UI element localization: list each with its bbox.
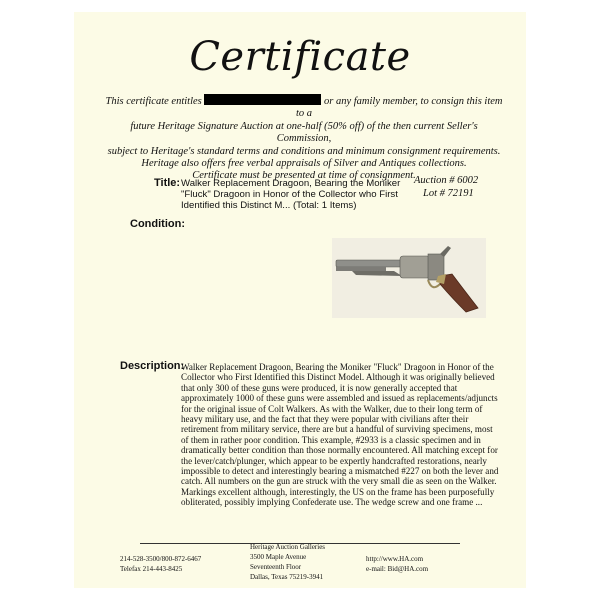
footer-floor: Seventeenth Floor [250, 563, 302, 571]
auction-value: 6002 [457, 175, 479, 186]
intro-line5: Certificate must be presented at time of consignment. [192, 170, 416, 182]
auction-label: Auction # [414, 175, 455, 186]
certificate-heading: Certificate [189, 34, 411, 80]
footer-email[interactable]: e-mail: Bid@HA.com [366, 565, 429, 573]
footer-street: 3500 Maple Avenue [250, 553, 307, 561]
lot-number [423, 188, 474, 199]
footer-telefax: Telefax 214-443-8425 [120, 565, 183, 573]
revolver-icon [332, 238, 486, 318]
intro-line2: future Heritage Signature Auction at one-half (50% off) of the then current Seller's Commission, [130, 120, 478, 145]
lot-value: 72191 [447, 188, 474, 199]
footer-phones [120, 554, 201, 574]
lot-label: Lot # [423, 188, 445, 199]
condition-label: Condition: [130, 218, 185, 230]
redacted-name [204, 94, 321, 105]
footer-city: Dallas, Texas 75219-3941 [250, 573, 324, 581]
revolver-image [332, 238, 486, 318]
footer-address [250, 542, 325, 582]
title-label: Title: [154, 177, 181, 189]
intro-line4: Heritage also offers free verbal appraisals of Silver and Antiques collections. [141, 158, 467, 170]
certificate-page [74, 12, 526, 588]
auction-number [414, 175, 478, 186]
item-title: Walker Replacement Dragoon, Bearing the Moniker "Fluck" Dragoon in Honor of the Collector who First Identified this Distinct M... (Total: 1 Items) [181, 178, 401, 212]
intro-paragraph [104, 94, 504, 183]
description-label: Description: [120, 360, 185, 372]
footer-phone: 214-528-3500/800-872-6467 [120, 555, 202, 563]
intro-line1-rest: or any family member, to consign this item to a [295, 96, 503, 120]
intro-line3: subject to Heritage's standard terms and conditions and minimum consignment requirements. [107, 145, 501, 157]
intro-lead: This certificate entitles [105, 96, 202, 107]
footer-contact [366, 554, 428, 574]
footer-company: Heritage Auction Galleries [250, 543, 326, 551]
description-text: Walker Replacement Dragoon, Bearing the Moniker "Fluck" Dragoon in Honor of the Collector who First Identified this Distinct Model. Although it was originally believed that only 300 of these guns were produced, it is now generally accepted that approximately 1000 of these guns were assembled and issued as replacements/adjuncts for the original issue of Colt Walkers. As with the Walker, due to their long term of heavy military use, and the fact that they were popular with civilians after their retirement from military service, there are but a handful of surviving specimens, most of them in rather poor condition. This example, #2933 is a classic specimen and in dramatically better condition than those normally encountered. All matching except for the lever/catch/plunger, which appear to be expertly handcrafted restorations, nearly impossible to detect and interestingly bearing a mismatched #227 on both the lever and catch. All numbers on the gun are struck with the very small die as seen on the Walker. Markings excellent although, interestingly, the US on the frame has been purposefully obliterated, possibly implying Confederate use. The wedge screw and one frame ... [181, 362, 499, 508]
footer-web[interactable]: http://www.HA.com [366, 555, 424, 563]
